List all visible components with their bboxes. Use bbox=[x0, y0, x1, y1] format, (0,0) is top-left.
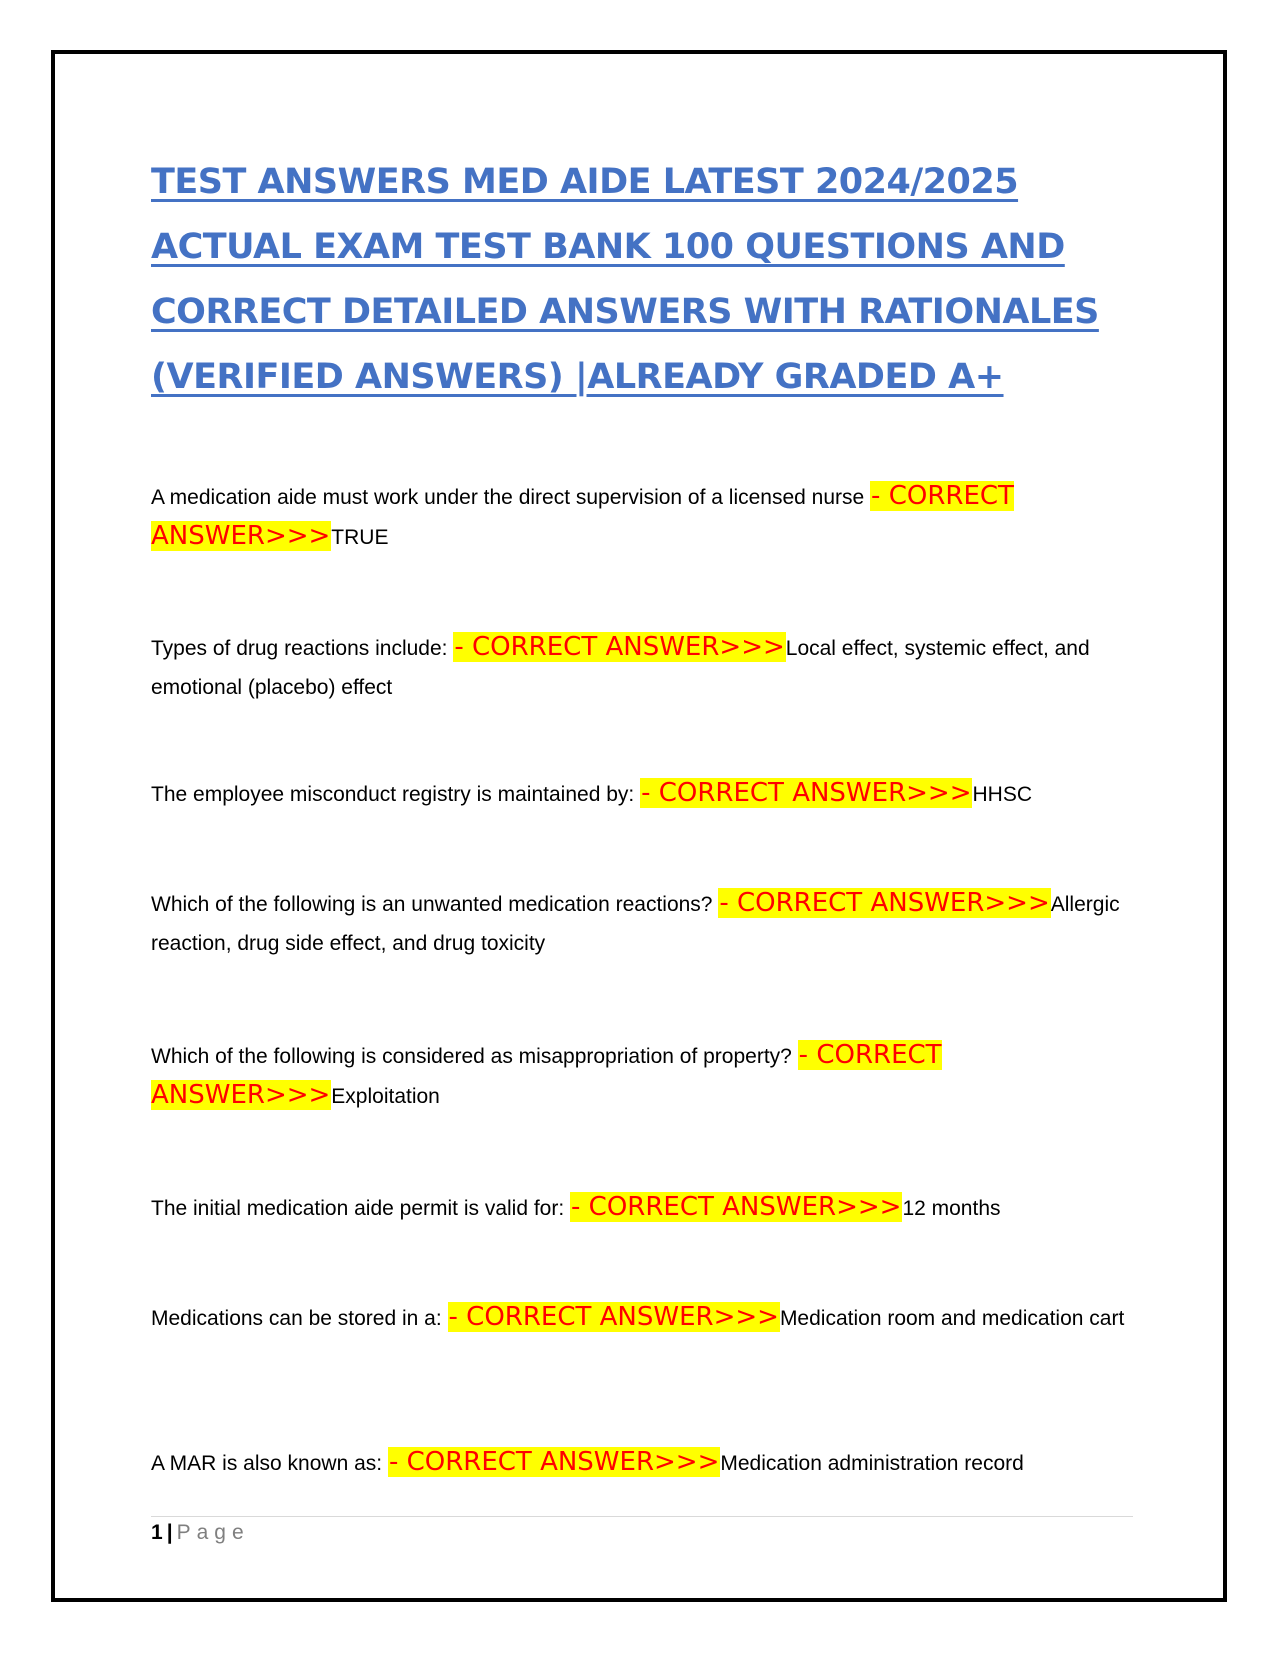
answer-text: TRUE bbox=[331, 526, 389, 549]
correct-answer-marker: - CORRECT ANSWER>>> bbox=[641, 778, 972, 808]
answer-text: Medication administration record bbox=[720, 1452, 1024, 1475]
question-text: Medications can be stored in a: bbox=[151, 1307, 448, 1330]
footer-separator: | bbox=[166, 1521, 173, 1544]
qa-item bbox=[151, 1443, 1141, 1483]
qa-item bbox=[151, 1298, 1141, 1338]
question-text: Which of the following is considered as misappropriation of property? bbox=[151, 1045, 798, 1068]
document-body bbox=[151, 150, 1141, 410]
correct-answer-marker: - CORRECT ANSWER>>> bbox=[388, 1447, 720, 1477]
question-text: A MAR is also known as: bbox=[151, 1452, 388, 1475]
page-footer bbox=[151, 1521, 250, 1545]
correct-answer-marker: - CORRECT ANSWER>>> bbox=[719, 888, 1050, 918]
qa-item bbox=[151, 1188, 1141, 1228]
answer-text: Medication room and medication cart bbox=[779, 1307, 1125, 1330]
answer-text: Local effect, systemic effect, and emotional (placebo) effect bbox=[151, 637, 1090, 699]
answer-text: Exploitation bbox=[331, 1085, 440, 1108]
footer-divider bbox=[151, 1516, 1133, 1517]
qa-item bbox=[151, 628, 1141, 707]
page-label: Page bbox=[176, 1521, 250, 1544]
qa-item bbox=[151, 774, 1141, 814]
correct-answer-marker: - CORRECT ANSWER>>> bbox=[448, 1302, 779, 1332]
document-title bbox=[151, 150, 1141, 410]
question-text: A medication aide must work under the direct supervision of a licensed nurse bbox=[151, 486, 871, 509]
title-line: (VERIFIED ANSWERS) |ALREADY GRADED A+ bbox=[151, 357, 1004, 397]
correct-answer-marker: - CORRECT ANSWER>>> bbox=[151, 481, 1014, 551]
qa-item bbox=[151, 884, 1141, 963]
answer-text: Allergic reaction, drug side effect, and drug toxicity bbox=[151, 893, 1120, 955]
title-line: ACTUAL EXAM TEST BANK 100 QUESTIONS AND bbox=[151, 227, 1065, 267]
question-text: The initial medication aide permit is valid for: bbox=[151, 1197, 571, 1220]
correct-answer-marker: - CORRECT ANSWER>>> bbox=[151, 1040, 942, 1110]
answer-text: 12 months bbox=[902, 1197, 1001, 1220]
answer-text: HHSC bbox=[972, 783, 1032, 806]
question-text: Types of drug reactions include: bbox=[151, 637, 454, 660]
page-number: 1 bbox=[151, 1521, 163, 1544]
qa-item bbox=[151, 477, 1141, 557]
correct-answer-marker: - CORRECT ANSWER>>> bbox=[454, 632, 785, 662]
correct-answer-marker: - CORRECT ANSWER>>> bbox=[571, 1192, 902, 1222]
question-text: Which of the following is an unwanted medication reactions? bbox=[151, 893, 719, 916]
question-text: The employee misconduct registry is maintained by: bbox=[151, 783, 641, 806]
title-line: CORRECT DETAILED ANSWERS WITH RATIONALES bbox=[151, 292, 1099, 332]
title-line: TEST ANSWERS MED AIDE LATEST 2024/2025 bbox=[151, 162, 1019, 202]
qa-item bbox=[151, 1036, 1141, 1116]
